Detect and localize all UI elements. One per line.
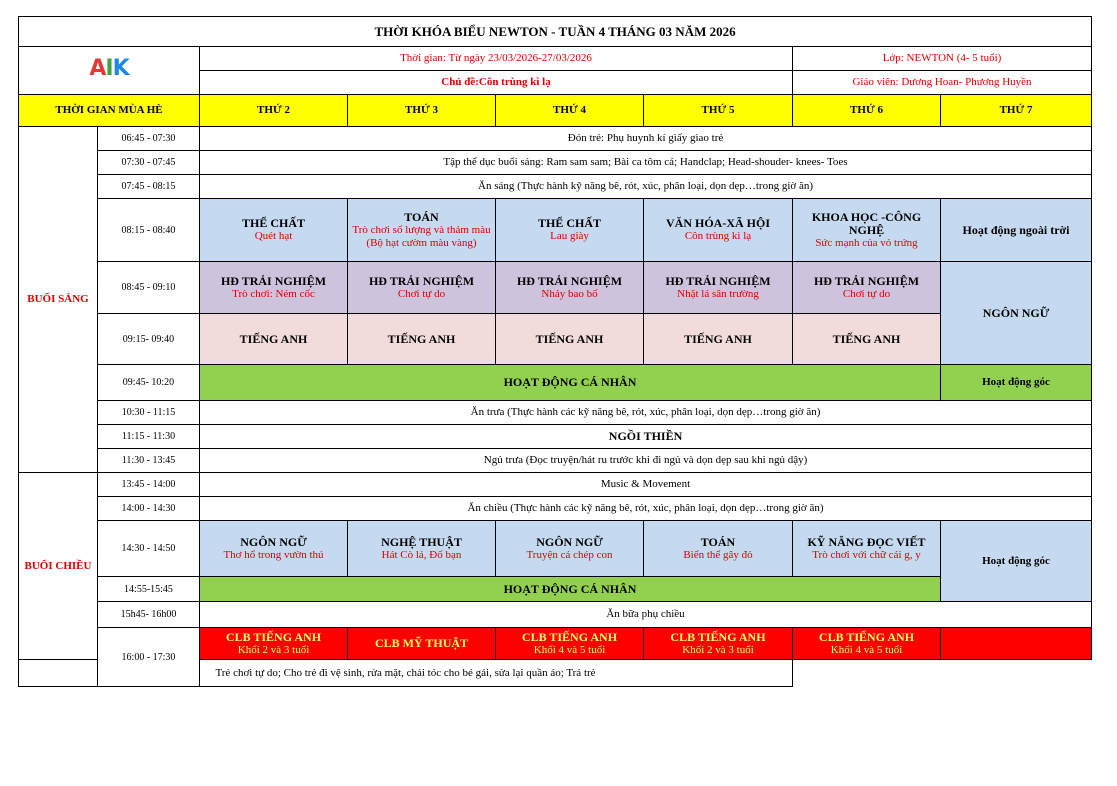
lesson-subject: TOÁN	[404, 209, 439, 224]
header-day: THỨ 7	[941, 95, 1092, 127]
lesson-activity: Truyện cá chép con	[526, 548, 613, 561]
lesson-cell	[200, 199, 348, 262]
lesson-cell	[941, 199, 1092, 262]
lesson-cell	[496, 262, 644, 314]
lesson-cell	[348, 199, 496, 262]
lesson-activity: Biển thể gây đỏ	[683, 548, 753, 561]
lesson-activity: Nhặt lá sân trường	[677, 287, 759, 300]
row-text: Ngủ trưa (Đọc truyện/hát ru trước khi đi ngủ và dọn dẹp sau khi ngủ dậy)	[200, 449, 1092, 473]
individual-activity: HOẠT ĐỘNG CÁ NHÂN	[200, 365, 941, 401]
lesson-subject: KHOA HỌC -CÔNG NGHỆ	[811, 209, 922, 237]
lesson-activity: Côn trùng kì lạ	[684, 230, 752, 242]
time-slot: 14:30 - 14:50	[98, 521, 200, 577]
lesson-subject: KỸ NĂNG ĐỌC VIẾT	[807, 534, 926, 549]
time-slot: 14:55-15:45	[98, 577, 200, 602]
lesson-subject: NGHỆ THUẬT	[381, 534, 462, 549]
individual-activity: HOẠT ĐỘNG CÁ NHÂN	[200, 577, 941, 602]
lesson-cell	[644, 199, 793, 262]
lesson-activity: Hát Cò lả, Đố bạn	[381, 548, 462, 561]
time-range: Thời gian: Từ ngày 23/03/2026-27/03/2026	[200, 47, 793, 71]
header-day: THỨ 5	[644, 95, 793, 127]
time-slot: 16:00 - 17:30	[98, 628, 200, 687]
lesson-cell	[793, 262, 941, 314]
meditation: NGỒI THIỀN	[200, 425, 1092, 449]
lesson-cell	[496, 199, 644, 262]
club-cell	[200, 628, 348, 660]
time-slot: 13:45 - 14:00	[98, 473, 200, 497]
lesson-cell	[644, 262, 793, 314]
time-slot: 07:45 - 08:15	[98, 175, 200, 199]
club-name: CLB TIẾNG ANH	[521, 629, 618, 644]
corner-activity: Hoạt động góc	[941, 521, 1092, 602]
lesson-subject: NGÔN NGỮ	[536, 534, 603, 549]
lesson-cell	[348, 262, 496, 314]
lesson-cell	[793, 199, 941, 262]
lesson-subject: THỂ CHẤT	[241, 216, 305, 230]
session-morning: BUỔI SÁNG	[19, 127, 98, 473]
english-cell: TIẾNG ANH	[200, 314, 348, 365]
club-group: Khối 4 và 5 tuổi	[533, 643, 606, 656]
club-group: Khối 4 và 5 tuổi	[830, 643, 903, 656]
header-day: THỨ 2	[200, 95, 348, 127]
club-name: CLB TIẾNG ANH	[225, 629, 322, 644]
row-text: Ăn bữa phụ chiều	[200, 602, 1092, 628]
lesson-subject: TOÁN	[700, 534, 736, 549]
english-cell: TIẾNG ANH	[644, 314, 793, 365]
english-cell: TIẾNG ANH	[496, 314, 644, 365]
row-text: Ăn chiều (Thực hành các kỹ năng bê, rót, xúc, phân loại, dọn dẹp…trong giờ ăn)	[200, 497, 1092, 521]
lesson-subject: VĂN HÓA-XÃ HỘI	[666, 216, 770, 230]
club-name: CLB TIẾNG ANH	[818, 629, 915, 644]
lesson-activity: Sức mạnh của vỏ trứng	[815, 236, 918, 249]
row-text: Đón trẻ: Phụ huynh kí giấy giao trẻ	[200, 127, 1092, 151]
lesson-activity: Trò chơi: Ném cốc	[232, 287, 315, 300]
class-name: Lớp: NEWTON (4- 5 tuổi)	[793, 47, 1092, 71]
lesson-activity: Nhảy bao bố	[541, 287, 598, 300]
time-slot: 07:30 - 07:45	[98, 151, 200, 175]
lesson-cell	[200, 521, 348, 577]
time-slot: 08:45 - 09:10	[98, 262, 200, 314]
teachers: Giáo viên: Dương Hoan- Phương Huyền	[793, 71, 1092, 95]
club-name: CLB MỸ THUẬT	[374, 636, 469, 650]
lesson-cell	[793, 521, 941, 577]
english-cell: TIẾNG ANH	[348, 314, 496, 365]
timetable	[18, 16, 1092, 687]
club-cell	[793, 628, 941, 660]
lesson-subject: THỂ CHẤT	[537, 216, 601, 230]
time-slot: 06:45 - 07:30	[98, 127, 200, 151]
time-slot: 14:00 - 14:30	[98, 497, 200, 521]
row-text: Ăn trưa (Thực hành các kỹ năng bê, rót, xúc, phân loại, dọn dẹp…trong giờ ăn)	[200, 401, 1092, 425]
logo-cell	[19, 47, 200, 95]
row-text: Tập thể dục buổi sáng: Ram sam sam; Bài ca tôm cá; Handclap; Head-shouder- knees- Toes	[200, 151, 1092, 175]
lesson-activity: Trò chơi với chữ cái g, y	[812, 548, 921, 561]
lesson-subject: HĐ TRẢI NGHIỆM	[665, 273, 771, 288]
club-group: Khối 2 và 3 tuổi	[682, 643, 754, 656]
club-cell	[496, 628, 644, 660]
row-text: Trẻ chơi tự do; Cho trẻ đi vệ sinh, rửa mặt, chải tóc cho bé gái, sửa lại quần áo; Trả trẻ	[19, 660, 793, 687]
time-slot: 15h45- 16h00	[98, 602, 200, 628]
lesson-subject: NGÔN NGỮ	[982, 305, 1050, 320]
lesson-cell	[941, 262, 1092, 365]
header-day: THỨ 6	[793, 95, 941, 127]
lesson-cell	[348, 521, 496, 577]
timetable-sheet	[18, 16, 1091, 694]
lesson-cell	[496, 521, 644, 577]
header-day: THỨ 3	[348, 95, 496, 127]
lesson-activity: Thơ hổ trong vườn thú	[223, 548, 324, 561]
club-cell	[348, 628, 496, 660]
club-group: Khối 2 và 3 tuổi	[237, 643, 310, 656]
time-slot: 11:30 - 13:45	[98, 449, 200, 473]
lesson-activity: Chơi tự do	[397, 287, 446, 300]
row-text: Music & Movement	[200, 473, 1092, 497]
header-day: THỨ 4	[496, 95, 644, 127]
lesson-cell	[200, 262, 348, 314]
school-logo: AIK	[89, 56, 129, 81]
club-cell-empty	[941, 628, 1092, 660]
time-slot: 08:15 - 08:40	[98, 199, 200, 262]
time-slot: 09:15- 09:40	[98, 314, 200, 365]
time-slot: 11:15 - 11:30	[98, 425, 200, 449]
lesson-subject: HĐ TRẢI NGHIỆM	[368, 273, 475, 288]
session-afternoon: BUỔI CHIỀU	[19, 473, 98, 660]
lesson-subject: HĐ TRẢI NGHIỆM	[220, 273, 327, 288]
english-cell: TIẾNG ANH	[793, 314, 941, 365]
lesson-activity: Quét hạt	[254, 230, 293, 242]
club-cell	[644, 628, 793, 660]
theme: Chủ đề:Côn trùng kì lạ	[200, 71, 793, 95]
lesson-subject: HĐ TRẢI NGHIỆM	[516, 273, 623, 288]
row-text: Ăn sáng (Thực hành kỹ năng bê, rót, xúc, phân loại, dọn dẹp…trong giờ ăn)	[200, 175, 1092, 199]
lesson-subject: HĐ TRẢI NGHIỆM	[813, 273, 920, 288]
lesson-subject: NGÔN NGỮ	[240, 534, 307, 549]
page-title: THỜI KHÓA BIỂU NEWTON - TUẦN 4 THÁNG 03 NĂM 2026	[19, 17, 1092, 47]
lesson-subject: Hoạt động ngoài trời	[962, 222, 1070, 237]
lesson-cell	[644, 521, 793, 577]
corner-activity: Hoạt động góc	[941, 365, 1092, 401]
time-slot: 09:45- 10:20	[98, 365, 200, 401]
lesson-activity: Chơi tự do	[842, 287, 891, 300]
header-time: THỜI GIAN MÙA HÈ	[19, 95, 200, 127]
club-name: CLB TIẾNG ANH	[670, 629, 766, 644]
lesson-activity: Lau giày	[550, 230, 589, 242]
time-slot: 10:30 - 11:15	[98, 401, 200, 425]
lesson-activity: Trò chơi số lượng và thảm màu (Bộ hạt cườm màu vàng)	[352, 223, 491, 249]
